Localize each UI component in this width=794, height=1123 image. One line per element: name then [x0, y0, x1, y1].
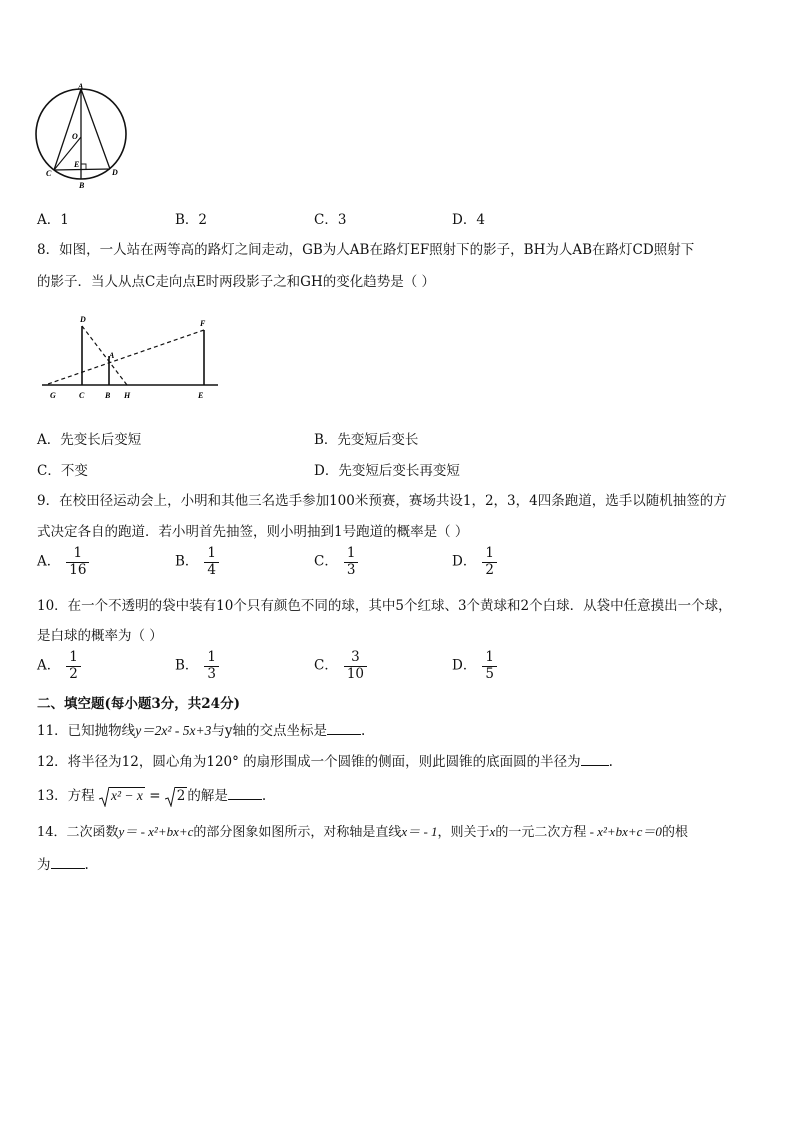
q14-prefix: 14．二次函数	[37, 825, 119, 840]
chord-ac	[54, 89, 81, 170]
q13-stem	[37, 784, 266, 807]
chord-ad	[81, 89, 110, 169]
denominator: 2	[69, 665, 78, 682]
q12-end: .	[608, 754, 613, 770]
numerator: 1	[482, 650, 497, 667]
radical-sign-icon	[165, 787, 175, 807]
q13-radicand-left: x² − x	[110, 788, 143, 803]
denominator: 10	[346, 665, 365, 682]
fraction	[482, 546, 497, 578]
q8-option-c[interactable]: C．不变	[37, 463, 88, 479]
numerator: 3	[344, 650, 367, 667]
q10-option-c[interactable]	[314, 650, 367, 682]
q7-option-c[interactable]: C．3	[314, 212, 347, 228]
q14-suffix: 的根	[661, 825, 688, 840]
fraction	[344, 650, 367, 682]
q7-option-a[interactable]: A．1	[37, 212, 69, 228]
q8-option-b[interactable]: B．先变短后变长	[314, 432, 419, 448]
ray-dh	[82, 326, 127, 385]
denominator: 4	[207, 561, 217, 578]
q14-equation: - x²+bx+c＝0	[586, 824, 662, 839]
option-letter: B．	[175, 657, 199, 674]
label-e: E	[198, 391, 204, 400]
option-letter: A．	[37, 657, 61, 674]
denominator: 5	[485, 665, 494, 682]
q14-answer-blank[interactable]	[51, 856, 85, 869]
denominator: 16	[69, 561, 87, 578]
q8-stem-line1: 8．如图，一人站在两等高的路灯之间走动，GB为人AB在路灯EF照射下的影子，BH为人AB在路灯CD照射下	[37, 242, 695, 258]
right-angle-mark	[81, 164, 86, 169]
denominator: 3	[207, 665, 217, 682]
label-c: C	[46, 169, 52, 178]
chord-cd	[54, 169, 110, 170]
q14-end: .	[84, 857, 89, 873]
q10-option-d[interactable]	[452, 650, 497, 682]
option-letter: A．	[37, 553, 61, 570]
q13-equals: =	[149, 788, 161, 804]
numerator: 1	[482, 546, 497, 563]
q7-circle-figure	[30, 82, 132, 192]
q9-stem-line2: 式决定各自的跑道．若小明首先抽签，则小明抽到1号跑道的概率是（ ）	[37, 524, 469, 540]
q11-stem	[37, 719, 365, 739]
q14-var: x	[489, 824, 496, 839]
fraction	[204, 546, 219, 578]
fraction	[204, 650, 219, 682]
label-d: D	[80, 315, 86, 324]
q13-answer-blank[interactable]	[228, 787, 262, 800]
q11-end: .	[360, 723, 366, 739]
q13-radical-right	[165, 787, 188, 807]
radical-sign-icon	[99, 787, 109, 807]
q10-stem-line1: 10．在一个不透明的袋中装有10个只有颜色不同的球，其中5个红球、3个黄球和2个白球．从袋中任意摸出一个球，	[37, 598, 732, 614]
denominator: 2	[485, 561, 494, 578]
q10-stem-line2: 是白球的概率为（ ）	[37, 628, 163, 644]
label-a: A	[78, 82, 84, 91]
q12-answer-blank[interactable]	[581, 753, 609, 766]
numerator: 1	[204, 650, 219, 667]
fraction	[66, 546, 89, 578]
q13-suffix: 的解是	[187, 788, 228, 804]
q7-option-b[interactable]: B．2	[175, 212, 208, 228]
denominator: 3	[346, 561, 356, 578]
q14-stem-line1	[37, 821, 688, 840]
q13-radical-left	[99, 787, 145, 807]
label-c: C	[79, 391, 85, 400]
q7-option-d[interactable]: D．4	[452, 212, 485, 228]
q8-streetlight-figure	[38, 312, 228, 404]
fraction	[344, 546, 359, 578]
fraction	[66, 650, 81, 682]
q10-option-b[interactable]	[175, 650, 219, 682]
label-d: D	[112, 168, 118, 177]
q12-stem	[37, 750, 613, 770]
label-f: F	[200, 319, 206, 328]
label-b: B	[105, 391, 111, 400]
numerator: 1	[66, 546, 89, 563]
q11-suffix: 与y轴的交点坐标是	[211, 723, 327, 739]
q9-option-d[interactable]	[452, 546, 497, 578]
q11-answer-blank[interactable]	[327, 722, 361, 735]
q9-option-c[interactable]	[314, 546, 358, 578]
q14-stem-line2	[37, 853, 89, 873]
q10-option-a[interactable]	[37, 650, 81, 682]
q9-stem-line1: 9．在校田径运动会上，小明和其他三名选手参加100米预赛，赛场共设1，2，3，4四条跑道，选手以随机抽签的方	[37, 493, 727, 509]
q14-mid3: 的一元二次方程	[495, 825, 587, 840]
q14-formula: y＝ - x²+bx+c	[118, 824, 194, 839]
q9-option-b[interactable]	[175, 546, 219, 578]
numerator: 1	[344, 546, 359, 563]
q13-prefix: 13．方程	[37, 788, 95, 804]
q11-prefix: 11．已知抛物线	[37, 723, 136, 739]
label-o: O	[72, 132, 78, 141]
option-letter: D．	[452, 657, 477, 674]
q8-stem-line2: 的影子．当人从点C走向点E时两段影子之和GH的变化趋势是（ ）	[37, 274, 436, 290]
label-a: A	[109, 351, 115, 360]
section-heading-fill-blank: 二、填空题(每小题3分，共24分)	[37, 696, 240, 712]
q9-option-a[interactable]	[37, 546, 89, 578]
q8-option-a[interactable]: A．先变长后变短	[37, 432, 142, 448]
q12-text: 12．将半径为12，圆心角为120° 的扇形围成一个圆锥的侧面，则此圆锥的底面圆的半径为	[37, 754, 581, 770]
q14-mid: 的部分图象如图所示，对称轴是直线	[193, 825, 402, 840]
option-letter: C．	[314, 657, 338, 674]
numerator: 1	[66, 650, 81, 667]
label-g: G	[50, 391, 56, 400]
label-b: B	[79, 181, 85, 190]
fraction	[482, 650, 497, 682]
q8-option-d[interactable]: D．先变短后变长再变短	[314, 463, 460, 479]
label-h: H	[124, 391, 131, 400]
q14-line2-prefix: 为	[37, 857, 51, 873]
q13-end: .	[261, 788, 267, 804]
ray-fg	[45, 330, 204, 385]
option-letter: D．	[452, 553, 477, 570]
q11-formula: y＝2x² - 5x+3	[135, 723, 212, 738]
label-e: E	[74, 160, 80, 169]
option-letter: C．	[314, 553, 338, 570]
q14-mid2: ，则关于	[437, 825, 490, 840]
q13-radicand-right: 2	[176, 788, 186, 804]
numerator: 1	[204, 546, 219, 563]
option-letter: B．	[175, 553, 199, 570]
q14-axis: x＝ - 1	[401, 824, 438, 839]
